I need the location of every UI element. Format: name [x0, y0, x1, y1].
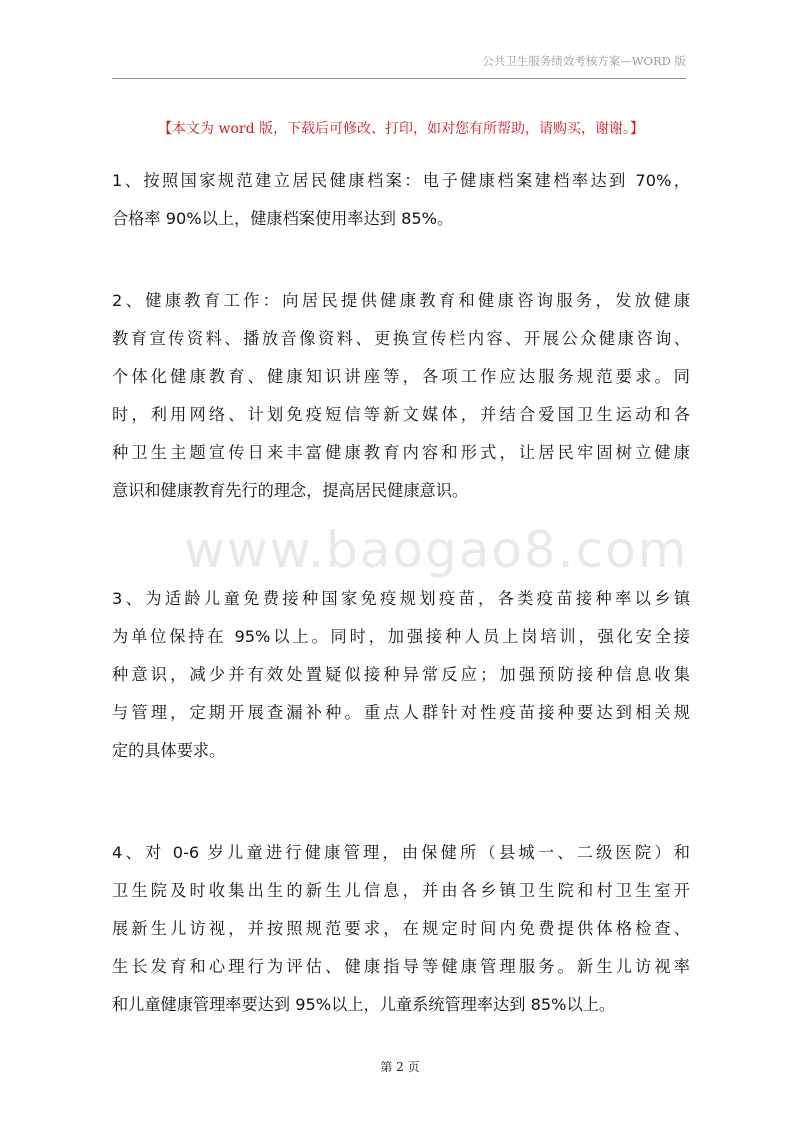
paragraph-line: 个体化健康教育、健康知识讲座等，各项工作应达服务规范要求。同 [112, 367, 690, 386]
paragraph-line: 生长发育和心理行为评估、健康指导等健康管理服务。新生儿访视率 [112, 957, 690, 976]
watermark-text: www.baogao8.com [184, 521, 689, 579]
paragraph-line: 和儿童健康管理率要达到 95%以上，儿童系统管理率达到 85%以上。 [112, 995, 616, 1014]
paragraph-line: 定的具体要求。 [112, 741, 226, 760]
paragraph-4 [112, 834, 690, 1024]
paragraph-line: 意识和健康教育先行的理念，提高居民健康意识。 [112, 481, 469, 500]
paragraph-line: 与管理，定期开展查漏补种。重点人群针对性疫苗接种要达到相关规 [112, 703, 690, 722]
paragraph-line: 4、对 0-6 岁儿童进行健康管理，由保健所（县城一、二级医院）和 [112, 843, 690, 862]
paragraph-line: 1、按照国家规范建立居民健康档案：电子健康档案建档率达到 70%， [112, 171, 690, 190]
paragraph-line: 合格率 90%以上，健康档案使用率达到 85%。 [112, 209, 454, 228]
page-footer [0, 1058, 800, 1075]
header-title: 公共卫生服务绩效考核方案—WORD 版 [482, 54, 686, 68]
paragraph-line: 种卫生主题宣传日来丰富健康教育内容和形式，让居民牢固树立健康 [112, 443, 690, 462]
download-notice: 【本文为 word 版，下载后可修改、打印，如对您有所帮助，请购买，谢谢。】 [158, 121, 644, 137]
paragraph-line: 为单位保持在 95%以上。同时，加强接种人员上岗培训，强化安全接 [112, 627, 690, 646]
paragraph-line: 2、健康教育工作：向居民提供健康教育和健康咨询服务，发放健康 [112, 291, 690, 310]
page-header [112, 52, 686, 79]
paragraph-3 [112, 580, 690, 770]
paragraph-line: 展新生儿访视，并按照规范要求，在规定时间内免费提供体格检查、 [112, 919, 690, 938]
paragraph-line: 卫生院及时收集出生的新生儿信息，并由各乡镇卫生院和村卫生室开 [112, 881, 690, 900]
page-number: 第 2 页 [380, 1060, 420, 1074]
paragraph-line: 3、为适龄儿童免费接种国家免疫规划疫苗，各类疫苗接种率以乡镇 [112, 589, 690, 608]
paragraph-line: 时，利用网络、计划免疫短信等新文媒体，并结合爱国卫生运动和各 [112, 405, 690, 424]
paragraph-2 [112, 282, 690, 510]
paragraph-line: 种意识，减少并有效处置疑似接种异常反应；加强预防接种信息收集 [112, 665, 690, 684]
paragraph-line: 教育宣传资料、播放音像资料、更换宣传栏内容、开展公众健康咨询、 [112, 329, 690, 348]
paragraph-1 [112, 162, 690, 238]
